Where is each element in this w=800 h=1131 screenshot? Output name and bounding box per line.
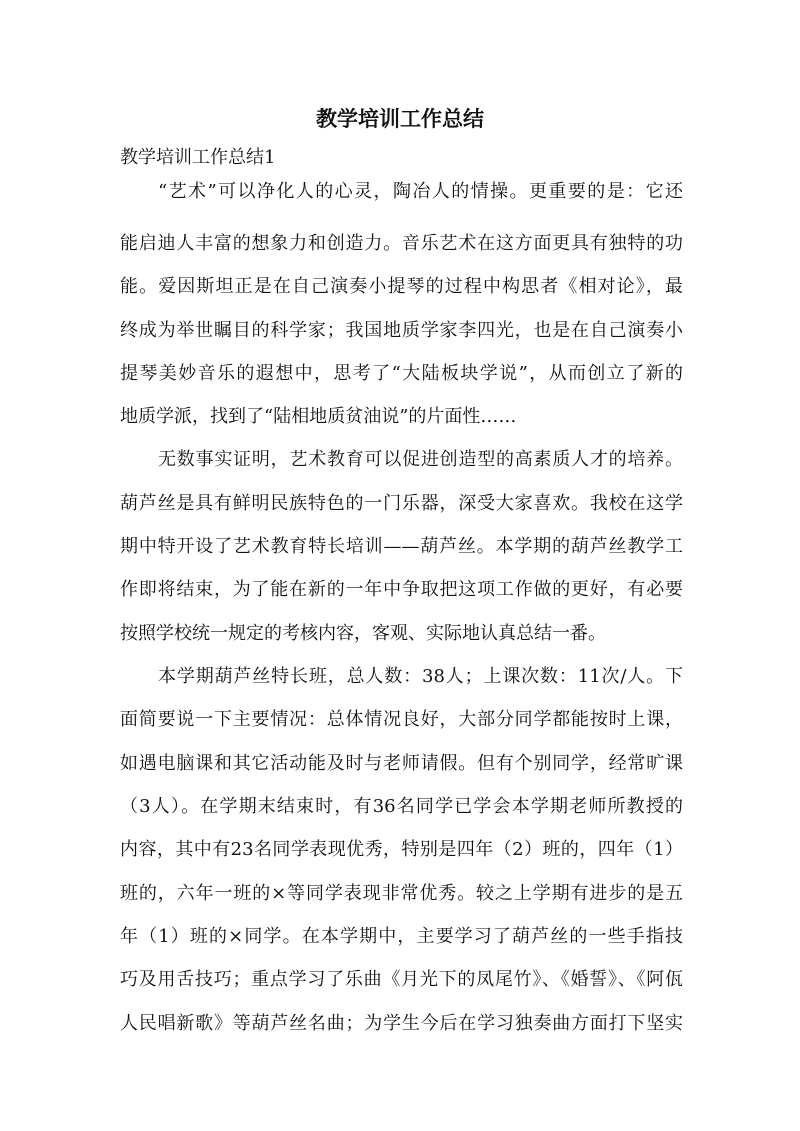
text-line: 人民唱新歌》等葫芦丝名曲；为学生今后在学习独奏曲方面打下坚实 [120,1013,683,1034]
text-line: （3人）。在学期末结束时，有36名同学已学会本学期老师所教授的 [120,796,683,817]
text-line: 能启迪人丰富的想象力和创造力。音乐艺术在这方面更具有独特的功 [120,233,683,254]
text-line: 班的，六年一班的×等同学表现非常优秀。较之上学期有进步的是五 [120,883,683,904]
text-line: 作即将结束，为了能在新的一年中争取把这项工作做的更好，有必要 [120,579,683,600]
text-line: 巧及用舌技巧；重点学习了乐曲《月光下的凤尾竹》、《婚誓》、《阿佤 [120,969,683,990]
text-line: 葫芦丝是具有鲜明民族特色的一门乐器，深受大家喜欢。我校在这学 [120,493,683,514]
text-line: 本学期葫芦丝特长班，总人数：38人；上课次数：11次/人。下 [158,666,683,687]
text-line: “艺术”可以净化人的心灵，陶冶人的情操。更重要的是：它还 [158,181,683,202]
text-line: 终成为举世瞩目的科学家；我国地质学家李四光，也是在自己演奏小 [120,320,683,341]
text-line: 提琴美妙音乐的遐想中，思考了“大陆板块学说”，从而创立了新的 [120,363,683,384]
text-line: 面简要说一下主要情况：总体情况良好，大部分同学都能按时上课， [120,709,683,730]
text-line: 无数事实证明，艺术教育可以促进创造型的高素质人才的培养。 [158,449,683,470]
text-line: 能。爱因斯坦正是在自己演奏小提琴的过程中构思者《相对论》，最 [120,276,683,297]
text-line: 年（1）班的×同学。在本学期中，主要学习了葫芦丝的一些手指技 [120,926,683,947]
text-line: 期中特开设了艺术教育特长培训——葫芦丝。本学期的葫芦丝教学工 [120,536,683,557]
text-line: 内容，其中有23名同学表现优秀，特别是四年（2）班的，四年（1） [120,839,683,860]
text-line: 地质学派，找到了“陆相地质贫油说”的片面性…… [120,406,517,427]
text-line: 按照学校统一规定的考核内容，客观、实际地认真总结一番。 [120,623,606,644]
document-title: 教学培训工作总结 [316,106,484,131]
section-heading: 教学培训工作总结1 [120,147,276,168]
text-line: 如遇电脑课和其它活动能及时与老师请假。但有个别同学，经常旷课 [120,753,683,774]
